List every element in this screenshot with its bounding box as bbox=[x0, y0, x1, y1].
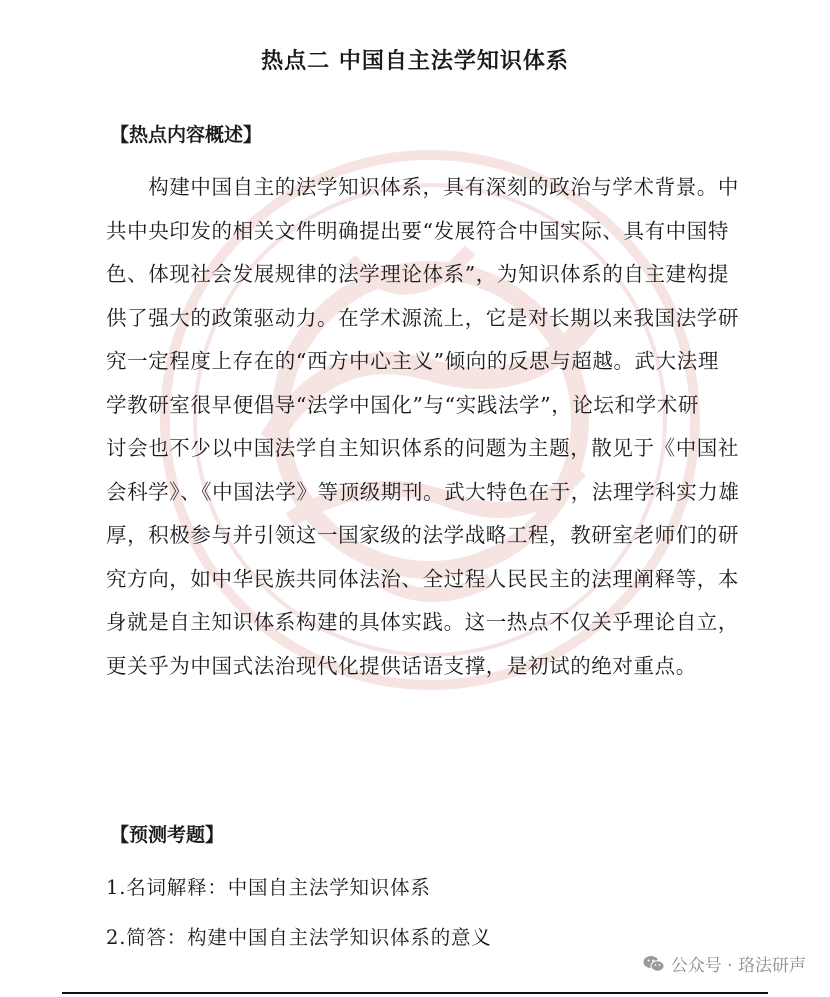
overview-paragraph bbox=[106, 166, 740, 688]
paragraph-line: 会科学》、《中国法学》等顶级期刊。武大特色在于，法理学科实力雄 bbox=[106, 479, 740, 504]
paragraph-line: 共中央印发的相关文件明确提出要“发展符合中国实际、具有中国特 bbox=[106, 218, 729, 243]
question-item: 2.简答：构建中国自主法学知识体系的意义 bbox=[106, 926, 492, 949]
wechat-icon bbox=[643, 955, 665, 973]
paragraph-line: 究一定程度上存在的“西方中心主义”倾向的反思与超越。武大法理 bbox=[106, 349, 719, 373]
paragraph-line: 供了强大的政策驱动力。在学术源流上，它是对长期以来我国法学研 bbox=[106, 305, 739, 330]
bottom-divider bbox=[62, 992, 768, 994]
paragraph-line: 究方向，如中华民族共同体法治、全过程人民民主的法理阐释等，本 bbox=[106, 566, 739, 591]
questions-heading: 【预测考题】 bbox=[110, 824, 225, 846]
question-item: 1.名词解释：中国自主法学知识体系 bbox=[106, 876, 431, 899]
paragraph-line: 厚，积极参与并引领这一国家级的法学战略工程，教研室老师们的研 bbox=[106, 523, 739, 547]
paragraph-line: 构建中国自主的法学知识体系，具有深刻的政治与学术背景。中 bbox=[106, 175, 739, 199]
page-title: 热点二 中国自主法学知识体系 bbox=[261, 48, 569, 74]
paragraph-line: 学教研室很早便倡导“法学中国化”与“实践法学”，论坛和学术研 bbox=[106, 392, 699, 417]
watermark-text: 公众号 · 珞法研声 bbox=[670, 956, 806, 976]
account-watermark bbox=[643, 951, 806, 976]
paragraph-line: 身就是自主知识体系构建的具体实践。这一热点不仅关乎理论自立， bbox=[106, 610, 739, 634]
paragraph-line: 讨会也不少以中国法学自主知识体系的问题为主题，散见于《中国社 bbox=[106, 436, 739, 460]
overview-heading: 【热点内容概述】 bbox=[110, 124, 263, 146]
paragraph-line: 更关乎为中国式法治现代化提供话语支撑，是初试的绝对重点。 bbox=[106, 653, 697, 678]
paragraph-line: 色、体现社会发展规律的法学理论体系”，为知识体系的自主建构提 bbox=[106, 262, 729, 286]
